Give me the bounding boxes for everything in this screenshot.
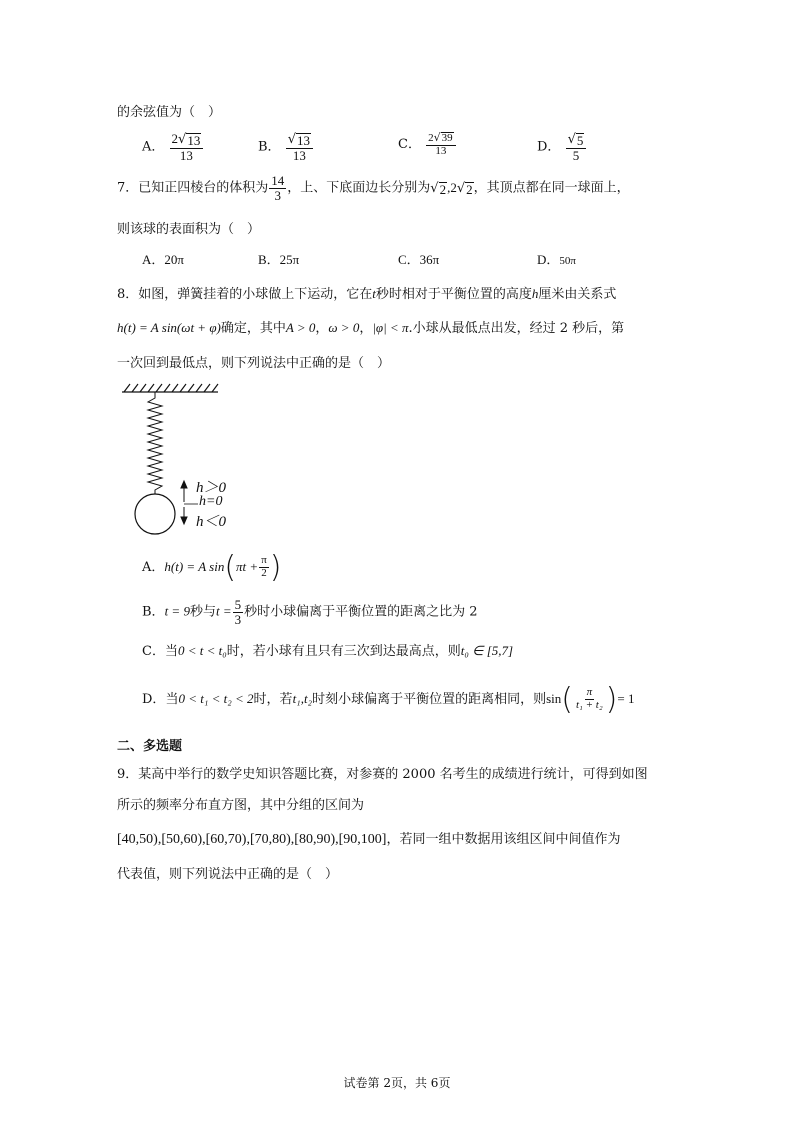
- q8-stem-line1: 8．如图，弹簧挂着的小球做上下运动，它在t秒时相对于平衡位置的高度h厘米由关系式: [117, 286, 617, 302]
- q9-stem-line4: 代表值，则下列说法中正确的是（ ）: [117, 867, 339, 882]
- q7-option-b: B．25π: [258, 252, 300, 267]
- q8-option-c: C．当0 < t < t₀时，若小球有且只有三次到达最高点，则t₀ ∈ [5,7]: [142, 643, 514, 659]
- label-h-negative: h＜0: [196, 514, 227, 530]
- q9-stem-line2: 所示的频率分布直方图，其中分组的区间为: [117, 798, 365, 813]
- spring-coil: [148, 392, 162, 494]
- q6-option-d: D． √ 5 5: [537, 132, 587, 162]
- q9-stem-line1: 9．某高中举行的数学史知识答题比赛，对参赛的 2000 名考生的成绩进行统计，可得到如图: [117, 767, 648, 782]
- option-label: D．: [537, 139, 561, 155]
- q8-formula: h(t) = A sin(ωt + φ): [117, 320, 221, 335]
- q8-option-d: D．当0 < t₁ < t₂ < 2时，若t₁,t₂时刻小球偏离于平衡位置的距离相同，则sin( $\frac{\pi}{\text{t₁ + t₂}}$ )= 1: [142, 682, 635, 717]
- option-label: A．: [142, 139, 165, 155]
- q8-option-a: A．h(t) = A sin(πt + $\frac{\pi}{2}$ ): [142, 550, 282, 585]
- q8-stem-line3: 一次回到最低点，则下列说法中正确的是（ ）: [117, 356, 391, 371]
- label-h-zero: h=0: [199, 494, 223, 509]
- section-title-multiple-choice: 二、多选题: [117, 739, 183, 754]
- ball: [135, 494, 175, 534]
- q6-tail: 的余弦值为（ ）: [117, 105, 222, 120]
- option-label: C．: [398, 137, 421, 153]
- q7-volume-fraction: $\frac{14}{3}$: [271, 173, 285, 203]
- q7-option-d: D．50π: [537, 252, 576, 267]
- q6-option-c: C． 2 √ 39 13: [398, 132, 457, 157]
- q9-stem-line3: [40,50),[50,60),[60,70),[70,80),[80,90),[90,100]，若同一组中数据用该组区间中间值作为: [117, 832, 621, 847]
- ceiling-hatch: [122, 384, 218, 392]
- page-footer: 试卷第 2页，共 6页: [343, 1076, 451, 1090]
- q8-stem-line2: h(t) = A sin(ωt + φ)确定，其中A > 0，ω > 0，|φ| < π.小球从最低点出发，经过 2 秒后，第: [117, 320, 625, 336]
- q6-option-b: B． √ 13 13: [258, 132, 314, 162]
- spring-diagram: [118, 380, 248, 540]
- q6-option-a: A． 2 √ 13 13: [142, 132, 204, 162]
- option-label: B．: [258, 139, 281, 155]
- q7-stem-line2: 则该球的表面积为（ ）: [117, 222, 261, 237]
- q8-option-b: B．t = 9秒与t = $\frac{5}{3}$ 秒时小球偏离于平衡位置的距离之比为 2: [142, 597, 478, 627]
- q7-option-a: A．20π: [142, 252, 184, 267]
- q9-intervals: [40,50),[50,60),[60,70),[70,80),[80,90),[90,100]: [117, 832, 387, 847]
- label-h-positive: h＞0: [196, 480, 227, 496]
- q7-option-c: C．36π: [398, 252, 440, 267]
- q7-stem-line1: 7．已知正四棱台的体积为 $\frac{14}{3}$ ，上、下底面边长分别为 √ 2 ,2 √ 2 ，其顶点都在同一球面上，: [117, 173, 630, 203]
